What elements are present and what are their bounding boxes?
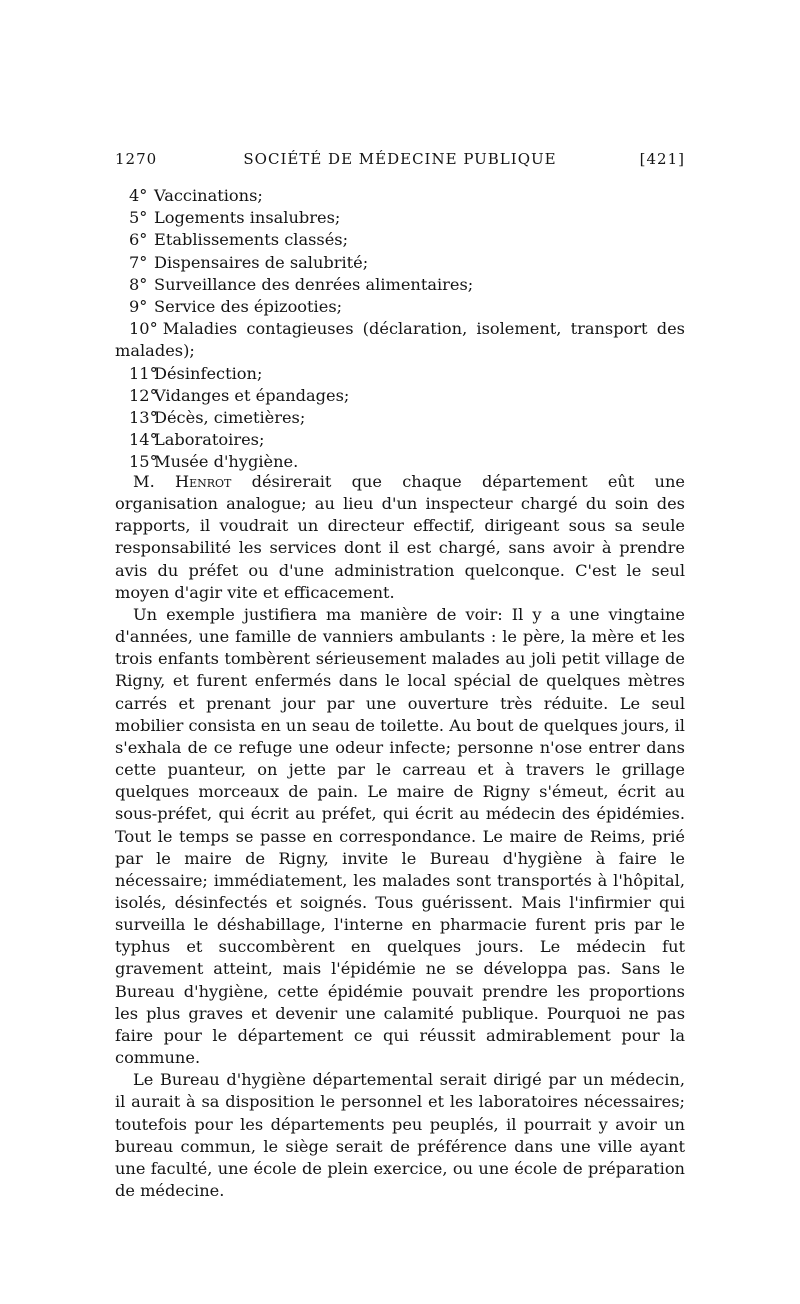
- list-item: [115, 229, 685, 251]
- list-item-text: Musée d'hygiène.: [154, 452, 299, 472]
- list-item-number: 4°: [129, 186, 148, 205]
- list-item-number: 15°: [129, 452, 158, 472]
- paragraph: [115, 1069, 685, 1202]
- paragraph-text: désirerait que chaque département eût une organisation analogue; au lieu d'un inspecteur chargé du soin des rapports, il voudrait un directeur effectif, dirigeant sous sa seule responsabilité les services dont il est chargé, sans avoir à prendre avis du préfet ou d'une administration quelconque. C'est le seul moyen d'agir vite et efficacement.: [115, 472, 685, 602]
- list-item-text: Désinfection;: [154, 363, 263, 383]
- list-item: [115, 252, 685, 274]
- paragraph: [115, 604, 685, 1069]
- list-item-number: 14°: [129, 430, 158, 450]
- list-item: [115, 407, 685, 429]
- list-item-text: Vaccinations;: [154, 186, 263, 205]
- paragraph: [115, 471, 685, 604]
- list-item-number: 7°: [129, 252, 148, 272]
- paragraph-text: Le Bureau d'hygiène départemental serait dirigé par un médecin, il aurait à sa disposition le personnel et les laboratoires nécessaires; toutefois pour les départements peu peuplés, il pourrait y avoir un bureau commun, le siège serait de préférence dans une ville ayant une faculté, une école de plein exercice, ou une école de préparation de médecine.: [115, 1070, 685, 1200]
- list-item-number: 5°: [129, 208, 148, 228]
- list-item-text: Décès, cimetières;: [154, 408, 306, 428]
- list-item-number: 10°: [129, 319, 158, 339]
- page-reference: [421]: [639, 150, 685, 168]
- list-item-text: Logements insalubres;: [154, 208, 341, 228]
- list-item-text: Etablissements classés;: [154, 230, 349, 250]
- list-item: [115, 185, 685, 207]
- speaker-name: M. Henrot: [133, 472, 232, 491]
- list-item: [115, 385, 685, 407]
- paragraph-text: Un exemple justifiera ma manière de voir: Il y a une vingtaine d'années, une famille de vanniers ambulants : le père, la mère et les trois enfants tombèrent sérieusement malades au joli petit village de Rigny, et furent enfermés dans le local spécial de quelques mètres carrés et prenant jour par une ouverture très réduite. Le seul mobilier consista en un seau de toilette. Au bout de quelques jours, il s'exhala de ce refuge une odeur infecte; personne n'ose entrer dans cette puanteur, on jette par le carreau et à travers le grillage quelques morceaux de pain. Le maire de Rigny s'émeut, écrit au sous-préfet, qui écrit au préfet, qui écrit au médecin des épidémies. Tout le temps se passe en correspondance. Le maire de Reims, prié par le maire de Rigny, invite le Bureau d'hygiène à faire le nécessaire; immédiatement, les malades sont transportés à l'hôpital, isolés, désinfectés et soignés. Tous guérissent. Mais l'infirmier qui surveilla le déshabillage, l'interne en pharmacie furent pris par le typhus et succombèrent en quelques jours. Le médecin fut gravement atteint, mais l'épidémie ne se développa pas. Sans le Bureau d'hygiène, cette épidémie pouvait prendre les proportions les plus graves et devenir une calamité publique. Pourquoi ne pas faire pour le département ce qui réussit admirablement pour la commune.: [115, 604, 685, 1068]
- list-item: [115, 296, 685, 318]
- running-title: SOCIÉTÉ DE MÉDECINE PUBLIQUE: [243, 150, 557, 168]
- list-item-number: 13°: [129, 408, 158, 428]
- list-item-number: 12°: [129, 385, 158, 405]
- list-item-text: Maladies contagieuses (déclaration, isolement, transport des malades);: [115, 319, 685, 361]
- list-item-text: Laboratoires;: [154, 430, 265, 450]
- page-header: [115, 150, 685, 174]
- list-item-text: Surveillance des denrées alimentaires;: [154, 274, 474, 294]
- list-item-number: 6°: [129, 230, 148, 250]
- list-item-number: 11°: [129, 363, 158, 383]
- list-item: [115, 318, 685, 362]
- list-item: [115, 207, 685, 229]
- service-list: [115, 185, 685, 474]
- page-number: 1270: [115, 150, 158, 168]
- list-item-text: Dispensaires de salubrité;: [154, 252, 369, 272]
- list-item-number: 8°: [129, 274, 148, 294]
- list-item: [115, 429, 685, 451]
- list-item: [115, 363, 685, 385]
- list-item-number: 9°: [129, 297, 148, 317]
- list-item-text: Service des épizooties;: [154, 297, 343, 317]
- list-item: [115, 274, 685, 296]
- body-text: [115, 471, 685, 1202]
- list-item-text: Vidanges et épandages;: [154, 385, 350, 405]
